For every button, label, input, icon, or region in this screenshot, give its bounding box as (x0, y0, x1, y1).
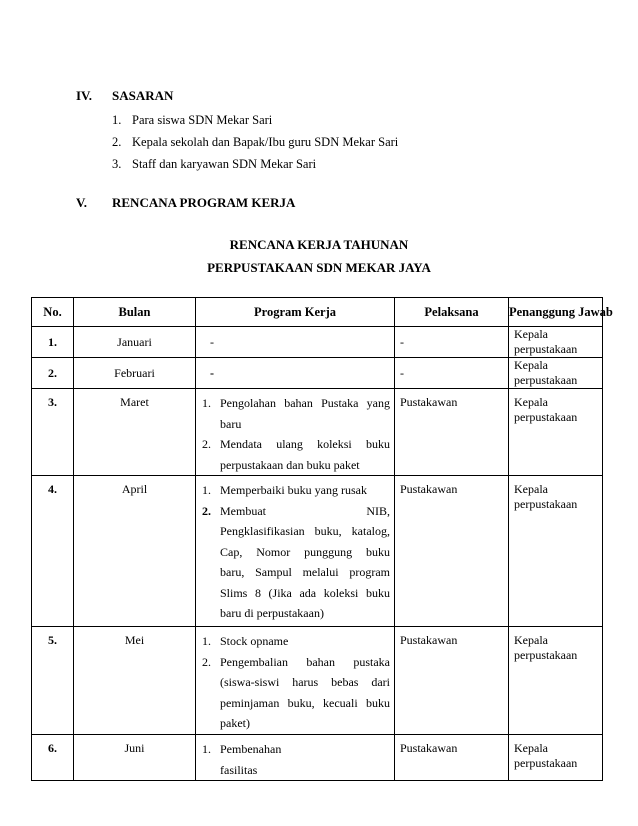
program-line: Memperbaiki buku yang rusak (220, 483, 367, 497)
program-text: - (210, 365, 214, 380)
program-text: - (210, 334, 214, 349)
row-penanggung-jawab: Kepala perpustakaan (509, 389, 603, 476)
table-row (32, 389, 603, 476)
list-item-text: Staff dan karyawan SDN Mekar Sari (132, 157, 317, 171)
program-item (202, 739, 390, 780)
header-pelaksana: Pelaksana (395, 298, 509, 327)
header-bulan: Bulan (74, 298, 196, 327)
program-item-number: 1. (202, 483, 211, 497)
program-line: paket) (220, 716, 250, 730)
row-penanggung-jawab: Kepala perpustakaan (509, 358, 603, 389)
program-item-text (220, 652, 390, 734)
row-month: April (74, 476, 196, 627)
program-line: Membuat NIB, (220, 503, 390, 518)
program-item-number: 2. (202, 654, 211, 669)
section-v-heading (0, 195, 638, 213)
program-line: Pengolahan bahan Pustaka yang (220, 396, 390, 410)
program-item (202, 393, 390, 434)
program-item (202, 434, 390, 475)
program-line: baru, Sampul melalui program (220, 565, 390, 579)
program-item-number: 2. (202, 503, 211, 518)
row-pelaksana: - (395, 358, 509, 389)
list-item (112, 109, 398, 131)
row-month: Mei (74, 627, 196, 735)
table-row (32, 476, 603, 627)
table-row (32, 735, 603, 781)
program-item (202, 501, 390, 624)
row-pelaksana: Pustakawan (395, 389, 509, 476)
row-number: 2. (32, 358, 74, 389)
row-program (196, 327, 395, 358)
program-item-text (220, 631, 390, 652)
program-item-text (220, 739, 390, 780)
program-item (202, 631, 390, 652)
row-program (196, 627, 395, 735)
header-no: No. (32, 298, 74, 327)
program-line: (siswa-siswi harus bebas dari (220, 675, 390, 689)
program-line: Mendata ulang koleksi buku (220, 437, 390, 451)
program-line: Pembenahan fasilitas (220, 742, 282, 777)
section-number: V. (76, 195, 87, 210)
program-line: Slims 8 (Jika ada koleksi buku (220, 585, 390, 600)
list-item-text: Para siswa SDN Mekar Sari (132, 113, 273, 127)
header-program-kerja: Program Kerja (196, 298, 395, 327)
table-row (32, 627, 603, 735)
list-item (112, 131, 398, 153)
program-line: baru (220, 416, 242, 431)
row-pelaksana: - (395, 327, 509, 358)
list-item-number: 1. (112, 113, 122, 127)
row-number: 5. (32, 627, 74, 735)
list-item-text: Kepala sekolah dan Bapak/Ibu guru SDN Mekar Sari (132, 135, 399, 149)
program-item-number: 1. (202, 396, 211, 410)
program-line: baru di perpustakaan) (220, 606, 324, 620)
header-penanggung-jawab: Penanggung Jawab (509, 298, 603, 327)
program-line: peminjaman buku, kecuali buku (220, 695, 390, 710)
row-penanggung-jawab: Kepala perpustakaan (509, 627, 603, 735)
row-penanggung-jawab: Kepala perpustakaan (509, 476, 603, 627)
row-pelaksana: Pustakawan (395, 735, 509, 781)
row-number: 4. (32, 476, 74, 627)
row-pelaksana: Pustakawan (395, 476, 509, 627)
row-program (196, 476, 395, 627)
row-month: Juni (74, 735, 196, 781)
row-month: Februari (74, 358, 196, 389)
row-program (196, 389, 395, 476)
program-item-text (220, 480, 390, 501)
row-program (196, 358, 395, 389)
program-line: Stock opname (220, 634, 289, 648)
row-program (196, 735, 395, 781)
row-month: Maret (74, 389, 196, 476)
program-line: perpustakaan dan buku paket (220, 457, 360, 472)
list-item-number: 2. (112, 135, 122, 149)
program-line: Pengembalian bahan pustaka (220, 654, 390, 669)
table-header-row (32, 298, 603, 327)
program-item-number: 2. (202, 437, 211, 451)
row-number: 3. (32, 389, 74, 476)
row-number: 1. (32, 327, 74, 358)
program-item-text (220, 393, 390, 434)
row-month: Januari (74, 327, 196, 358)
program-item-text (220, 434, 390, 475)
program-item-number: 1. (202, 634, 211, 648)
list-item (112, 153, 398, 175)
work-plan-table (31, 297, 613, 781)
sasaran-list (112, 109, 398, 175)
section-title: SASARAN (112, 88, 174, 103)
row-pelaksana: Pustakawan (395, 627, 509, 735)
program-item-text (220, 501, 390, 624)
table-row (32, 358, 603, 389)
section-number: IV. (76, 88, 93, 103)
program-line: Pengklasifikasian buku, katalog, (220, 524, 390, 538)
section-title: RENCANA PROGRAM KERJA (112, 195, 296, 210)
table-row (32, 327, 603, 358)
program-item (202, 480, 390, 501)
table-title-line-2: PERPUSTAKAAN SDN MEKAR JAYA (207, 260, 431, 275)
row-penanggung-jawab: Kepala perpustakaan (509, 327, 603, 358)
row-number: 6. (32, 735, 74, 781)
list-item-number: 3. (112, 157, 122, 171)
program-item-number: 1. (202, 742, 211, 756)
row-penanggung-jawab: Kepala perpustakaan (509, 735, 603, 781)
table-title-line-1: RENCANA KERJA TAHUNAN (229, 237, 409, 252)
program-item (202, 652, 390, 734)
section-iv-heading (0, 88, 638, 106)
program-line: Cap, Nomor punggung buku (220, 544, 390, 559)
